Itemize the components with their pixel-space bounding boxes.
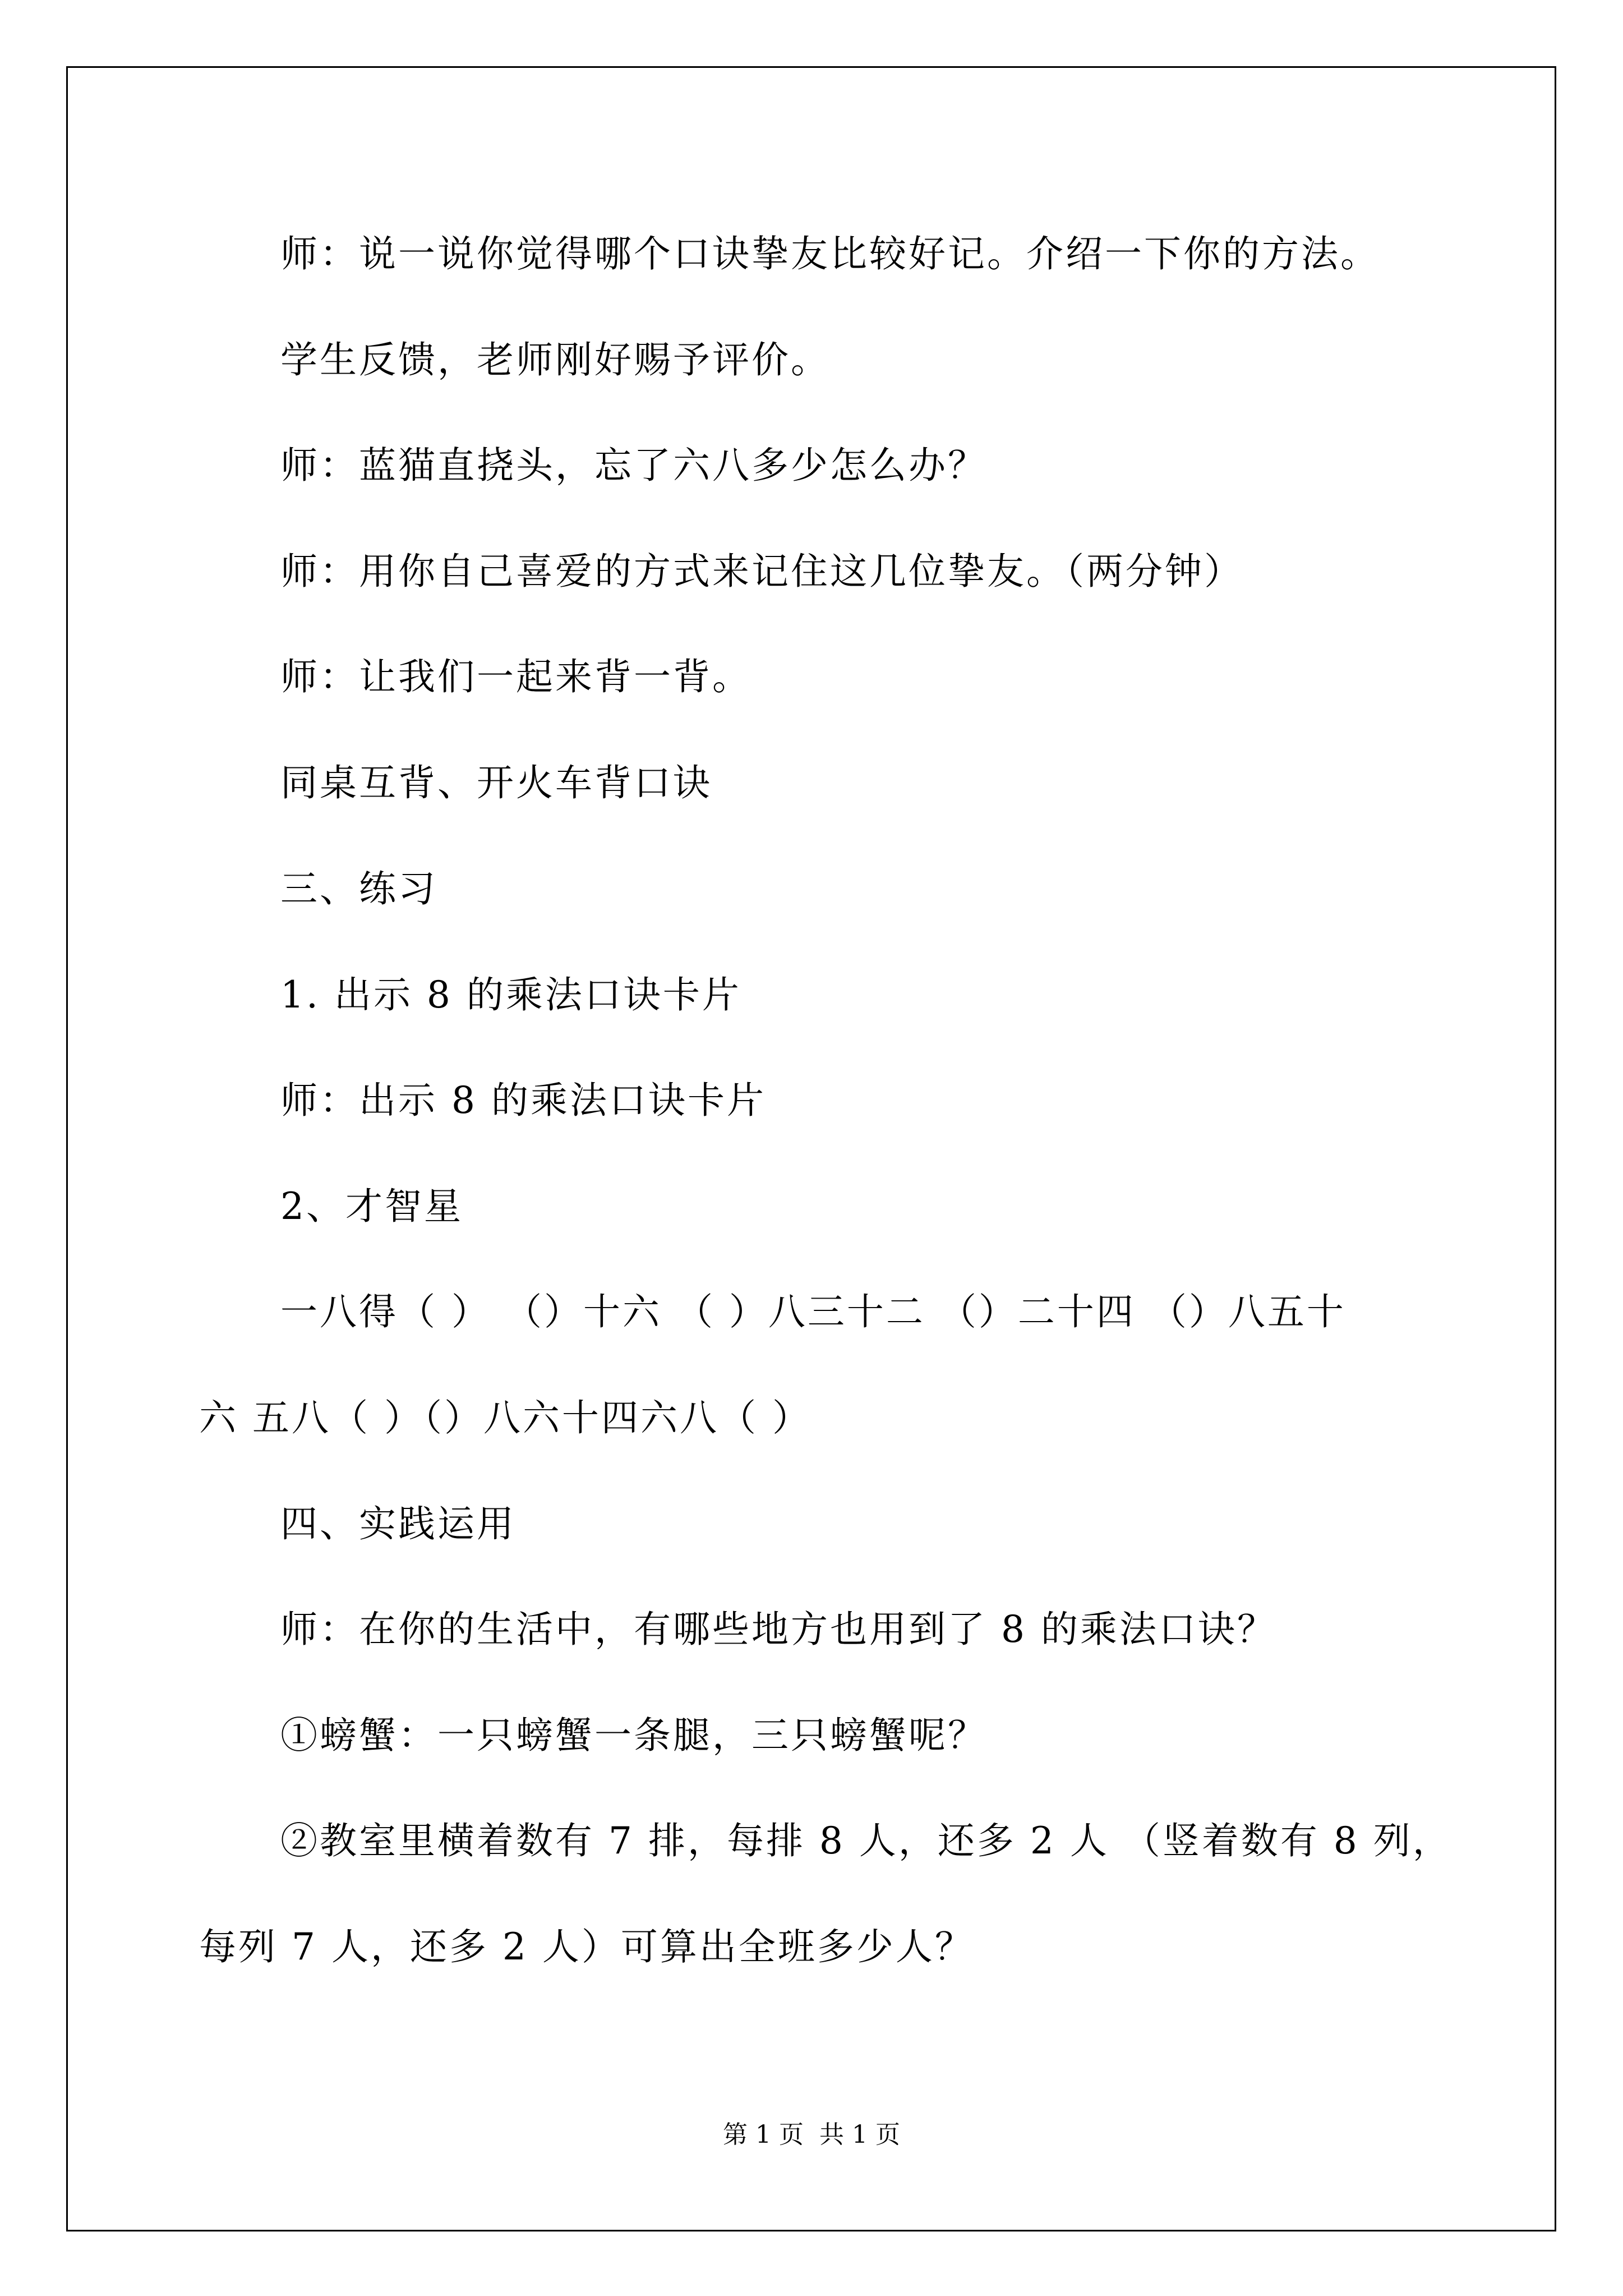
paragraph: 师：出示 8 的乘法口诀卡片 xyxy=(280,1079,766,1122)
paragraph: ②教室里横着数有 7 排，每排 8 人，还多 2 人 （竖着数有 8 列， xyxy=(280,1819,1452,1862)
paragraph: 六 五八（ ）（）八六十四六八（ ） xyxy=(199,1396,811,1439)
section-heading: 三、练习 xyxy=(280,867,437,910)
paragraph: ①螃蟹：一只螃蟹一条腿，三只螃蟹呢？ xyxy=(280,1714,987,1757)
paragraph: 师：在你的生活中，有哪些地方也用到了 8 的乘法口诀？ xyxy=(280,1608,1276,1651)
paragraph: 2、才智星 xyxy=(280,1185,463,1228)
paragraph: 师：让我们一起来背一背。 xyxy=(280,655,751,698)
paragraph: 每列 7 人，还多 2 人）可算出全班多少人？ xyxy=(199,1925,974,1968)
page-border xyxy=(66,66,1556,2231)
paragraph: 师：蓝猫直挠头，忘了六八多少怎么办？ xyxy=(280,444,987,487)
section-heading: 四、实践运用 xyxy=(280,1502,516,1545)
page-footer: 第 1 页 共 1 页 xyxy=(723,2120,900,2149)
paragraph: 1. 出示 8 的乘法口诀卡片 xyxy=(280,973,741,1016)
paragraph: 师：用你自己喜爱的方式来记住这几位挚友。（两分钟） xyxy=(280,550,1243,593)
paragraph: 师：说一说你觉得哪个口诀挚友比较好记。介绍一下你的方法。 xyxy=(280,232,1380,275)
paragraph: 同桌互背、开火车背口诀 xyxy=(280,761,712,804)
paragraph: 学生反馈，老师刚好赐予评价。 xyxy=(280,338,830,381)
paragraph: 一八得（ ） （）十六 （ ）八三十二 （）二十四 （）八五十 xyxy=(280,1290,1346,1333)
